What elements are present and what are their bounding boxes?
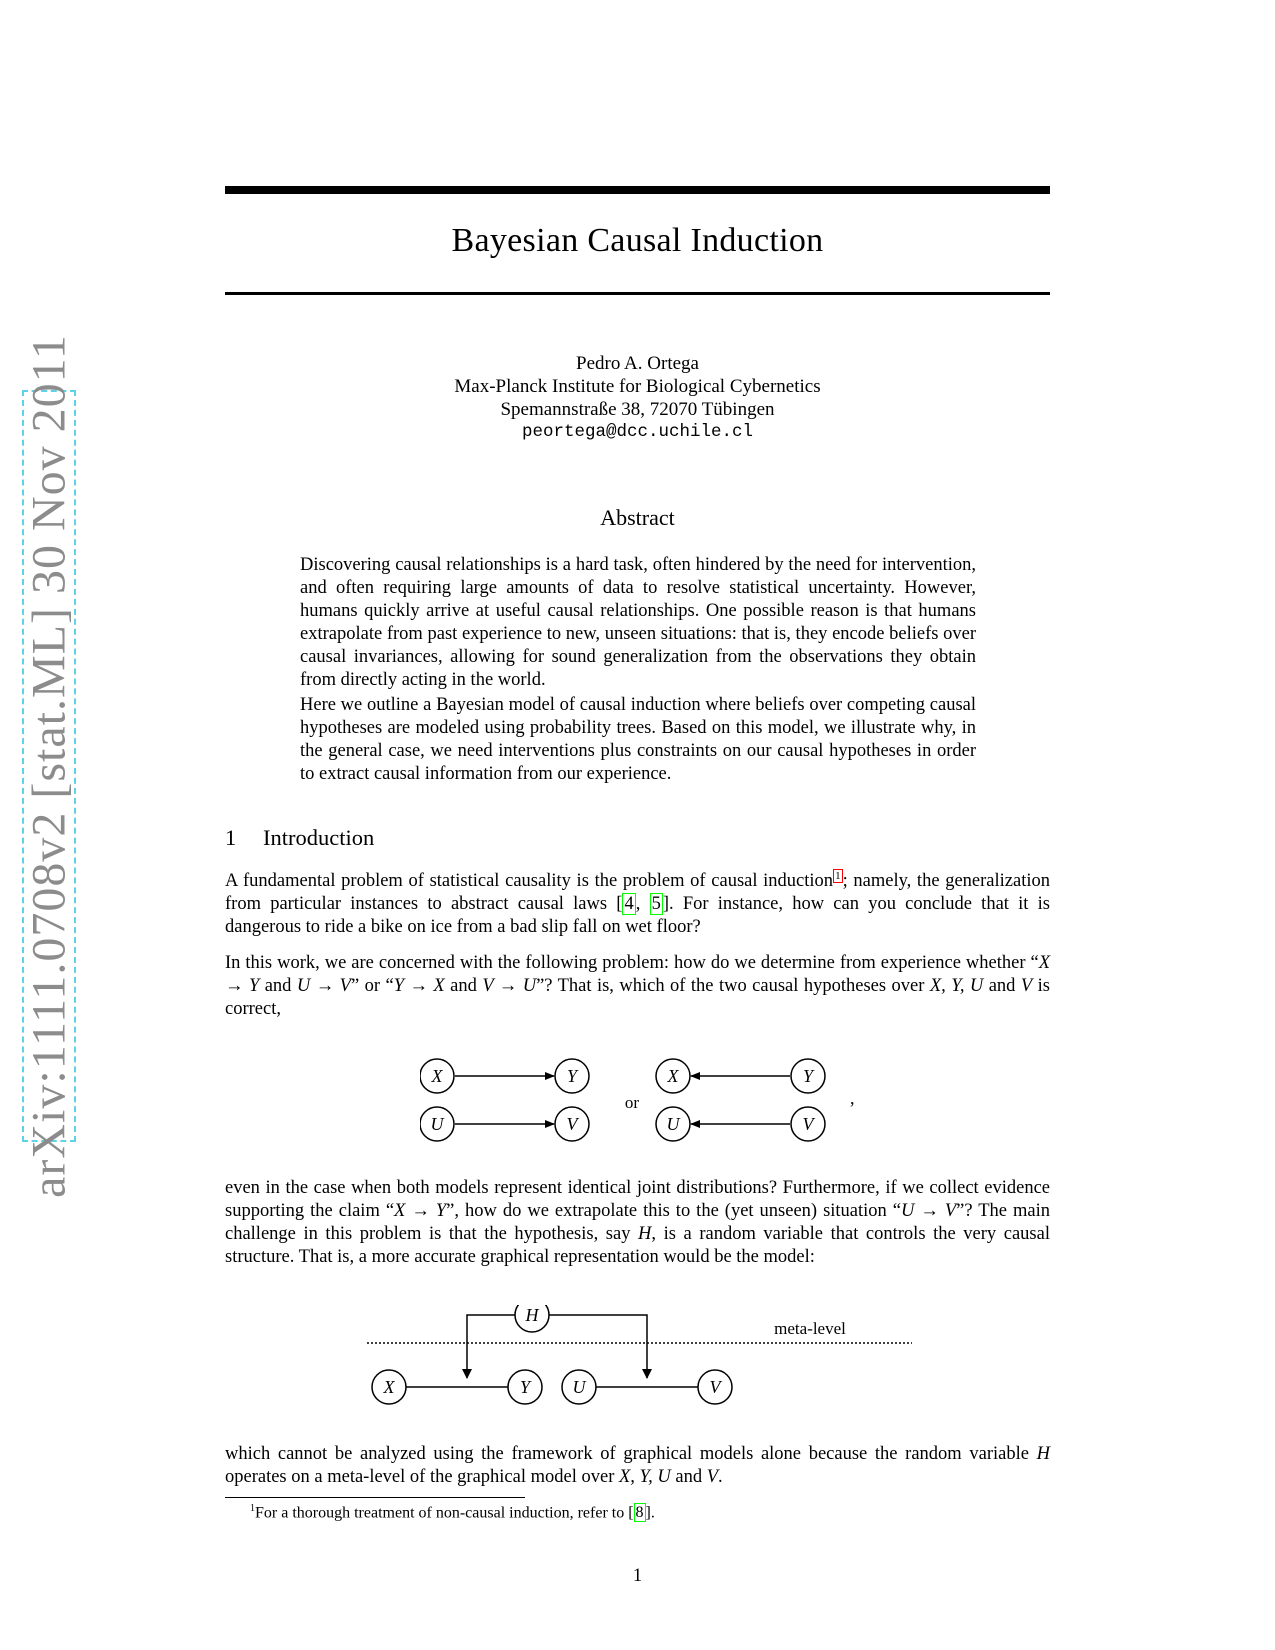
node-y-label: Y bbox=[519, 1377, 531, 1397]
node-y-right-label: Y bbox=[802, 1066, 814, 1086]
citation-link-5[interactable]: 5 bbox=[651, 894, 661, 914]
section-heading bbox=[225, 825, 374, 851]
meta-level-label: meta-level bbox=[774, 1319, 846, 1338]
footnote-text: For a thorough treatment of non-causal induction, refer to [ bbox=[255, 1504, 634, 1522]
text-run: which cannot be analyzed using the framework of graphical models alone because the random variable bbox=[225, 1444, 1037, 1464]
math-run: X, Y, U bbox=[618, 1467, 671, 1487]
intro-paragraph-2 bbox=[225, 952, 1050, 1021]
h-control-edge-right bbox=[549, 1315, 647, 1378]
node-x-label: X bbox=[383, 1377, 395, 1397]
author-block bbox=[225, 352, 1050, 444]
node-v-label: V bbox=[709, 1377, 721, 1397]
math-run: U → V bbox=[296, 976, 351, 996]
abstract-body bbox=[300, 554, 976, 788]
text-run: is correct, bbox=[225, 976, 1050, 1019]
node-x-left-label: X bbox=[431, 1066, 443, 1086]
paper-title: Bayesian Causal Induction bbox=[451, 222, 824, 259]
text-run: In this work, we are concerned with the following problem: how do we determine from experience whether “ bbox=[225, 953, 1039, 973]
text-run: and bbox=[983, 976, 1021, 996]
or-connector: or bbox=[624, 1093, 640, 1112]
text-run: ”? The main challenge in this problem is that the hypothesis, say bbox=[225, 1201, 1051, 1244]
h-control-edge-left bbox=[467, 1315, 515, 1378]
text-run: ”, how do we extrapolate this to the (yet unseen) situation “ bbox=[446, 1201, 902, 1221]
meta-level-figure bbox=[360, 1305, 920, 1405]
trailing-comma: , bbox=[850, 1088, 855, 1108]
citation-link-4[interactable]: 4 bbox=[624, 894, 634, 914]
node-u-label: U bbox=[572, 1377, 586, 1397]
node-v-left-label: V bbox=[566, 1114, 578, 1134]
footnote-reference[interactable]: 1 bbox=[835, 869, 841, 882]
math-run: Y → X bbox=[393, 976, 445, 996]
math-run: H bbox=[1036, 1444, 1050, 1464]
node-x-right-label: X bbox=[667, 1066, 679, 1086]
math-run: X → Y bbox=[394, 1201, 447, 1221]
intro-paragraph-1 bbox=[225, 870, 1050, 939]
node-u-left-label: U bbox=[430, 1114, 444, 1134]
text-run: operates on a meta-level of the graphical model over bbox=[225, 1467, 619, 1487]
section-number: 1 bbox=[225, 825, 237, 850]
causal-graphs-figure bbox=[420, 1052, 880, 1158]
math-run: U → V bbox=[901, 1201, 957, 1221]
abstract-paragraph-1: Discovering causal relationships is a hard task, often hindered by the need for intervention, and often requiring large amounts of data to resolve statistical uncertainty. However, humans quickly arrive at useful causal relationships. One possible reason is that humans extrapolate from past experience to new, unseen situations: that is, they encode beliefs over causal invariances, allowing for sound generalization from the observations they obtain from directly acting in the world. bbox=[300, 555, 976, 690]
text-run: , is a random variable that controls the very causal structure. That is, a more accurate graphical representation would be the model: bbox=[225, 1224, 1050, 1267]
text-run: and bbox=[444, 976, 483, 996]
footnote-mark: 1 bbox=[250, 1503, 255, 1514]
intro-paragraph-3 bbox=[225, 1177, 1050, 1269]
node-h-label: H bbox=[525, 1305, 539, 1325]
text-run: ]. For instance, how can you conclude that it is dangerous to ride a bike on ice from a bad slip fall on wet floor? bbox=[225, 894, 1051, 937]
text-run: . bbox=[718, 1467, 723, 1487]
title-top-rule bbox=[225, 186, 1050, 194]
math-run: V bbox=[706, 1467, 719, 1487]
text-run: ” or “ bbox=[350, 976, 394, 996]
math-run: V → U bbox=[482, 976, 537, 996]
citation-link-8[interactable]: 8 bbox=[635, 1504, 644, 1522]
node-y-left-label: Y bbox=[566, 1066, 578, 1086]
text-run: A fundamental problem of statistical causality is the problem of causal induction bbox=[225, 871, 834, 891]
text-run: and bbox=[259, 976, 297, 996]
intro-paragraph-4 bbox=[225, 1443, 1050, 1489]
author-email: peortega@dcc.uchile.cl bbox=[521, 422, 754, 442]
text-run: , bbox=[635, 894, 650, 914]
math-run: H bbox=[638, 1224, 652, 1244]
author-name: Pedro A. Ortega bbox=[576, 353, 699, 374]
author-affiliation: Max-Planck Institute for Biological Cybernetics bbox=[454, 376, 821, 397]
abstract-heading: Abstract bbox=[600, 505, 675, 530]
title-bottom-rule bbox=[225, 292, 1050, 295]
footnote bbox=[250, 1503, 655, 1522]
text-run: ”? That is, which of the two causal hypotheses over bbox=[536, 976, 930, 996]
text-run: even in the case when both models represent identical joint distributions? Furthermore, if we collect evidence supporting the claim “ bbox=[225, 1178, 1050, 1221]
arxiv-identifier: arXiv:1111.0708v2 [stat.ML] 30 Nov 2011 bbox=[22, 334, 76, 1198]
footnote-rule bbox=[225, 1497, 525, 1498]
author-address: Spemannstraße 38, 72070 Tübingen bbox=[500, 399, 775, 420]
node-v-right-label: V bbox=[802, 1114, 814, 1134]
node-u-right-label: U bbox=[666, 1114, 680, 1134]
text-run: ; namely, the generalization from particular instances to abstract causal laws [ bbox=[225, 871, 1050, 914]
abstract-paragraph-2: Here we outline a Bayesian model of causal induction where beliefs over competing causal hypotheses are modeled using probability trees. Based on this model, we illustrate why, in the general case, we need interventions plus constraints on our causal hypotheses in order to extract causal information from our experience. bbox=[300, 695, 976, 784]
math-run: X, Y, U bbox=[929, 976, 984, 996]
text-run: and bbox=[670, 1467, 707, 1487]
footnote-text-end: ]. bbox=[645, 1504, 655, 1522]
page-number: 1 bbox=[632, 1566, 643, 1586]
section-title: Introduction bbox=[263, 825, 375, 850]
math-run: X → Y bbox=[225, 953, 1050, 996]
math-run: V bbox=[1020, 976, 1033, 996]
